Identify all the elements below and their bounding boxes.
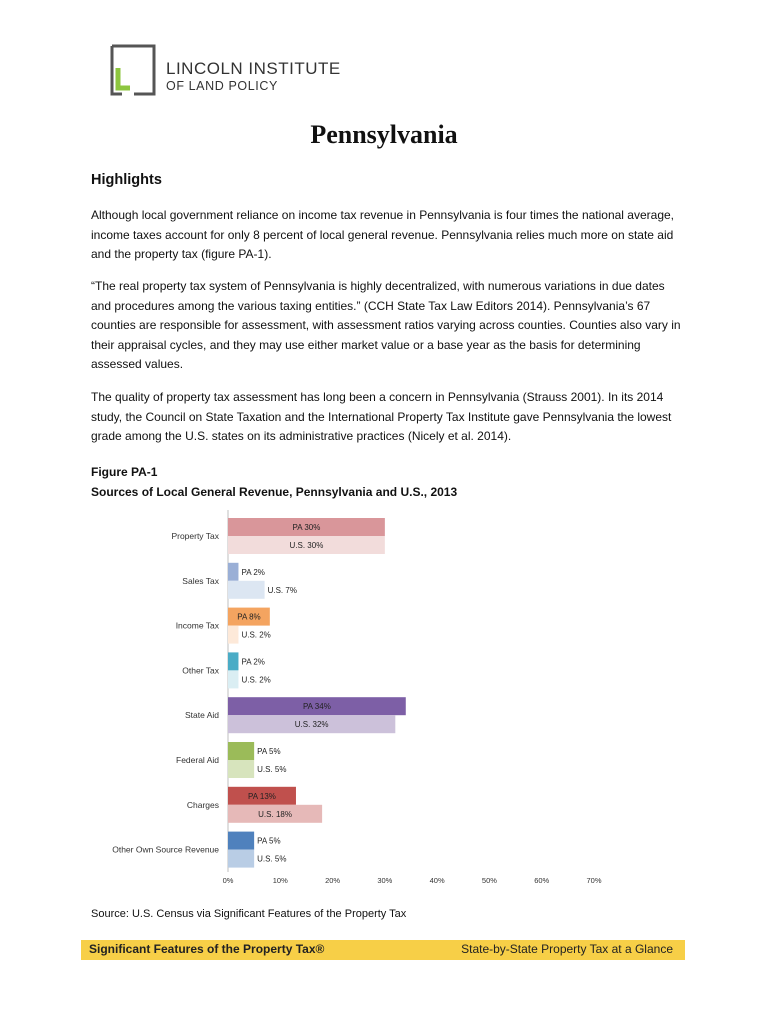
x-tick-label: 70%	[586, 876, 602, 885]
bar-data-label: PA 34%	[302, 702, 331, 712]
x-tick-label: 30%	[377, 876, 393, 885]
bar-data-label: PA 2%	[241, 567, 265, 577]
bar-pa	[228, 652, 238, 670]
revenue-bar-chart	[91, 505, 607, 891]
bar-us	[228, 626, 238, 644]
bar-data-label: U.S. 2%	[241, 630, 271, 640]
logo-text	[166, 60, 341, 94]
bar-data-label: PA 13%	[248, 791, 276, 801]
logo-line-1: LINCOLN INSTITUTE	[166, 59, 341, 78]
footer-right-text: State-by-State Property Tax at a Glance	[461, 942, 673, 956]
bar-us	[228, 850, 254, 868]
logo-mark-icon	[110, 44, 156, 96]
x-tick-label: 40%	[429, 876, 445, 885]
x-tick-label: 60%	[534, 876, 550, 885]
bar-data-label: U.S. 2%	[241, 675, 271, 685]
x-tick-label: 50%	[481, 876, 497, 885]
bar-data-label: U.S. 7%	[267, 585, 297, 595]
bar-data-label: U.S. 32%	[294, 720, 329, 730]
figure-title: Sources of Local General Revenue, Pennsylvania and U.S., 2013	[91, 485, 458, 499]
category-label: Income Tax	[175, 620, 219, 631]
paragraph-3: The quality of property tax assessment has long been a concern in Pennsylvania (Strauss 2001). In its 2014 study, the Council on State Taxation and the International Property Tax Institute gave Pennsylvania the lowest grade among the U.S. states on its administrative practices (Nicely et al. 2014).	[91, 390, 672, 443]
bar-data-label: PA 5%	[257, 836, 281, 846]
bar-pa	[228, 563, 238, 581]
x-tick-label: 0%	[222, 876, 234, 885]
footer-left-text: Significant Features of the Property Tax®	[89, 942, 325, 956]
x-tick-label: 20%	[325, 876, 341, 885]
source-note: Source: U.S. Census via Significant Features of the Property Tax	[91, 908, 407, 920]
page-title: Pennsylvania	[310, 120, 458, 149]
bar-data-label: U.S. 5%	[257, 854, 287, 864]
lincoln-institute-logo	[110, 44, 370, 100]
paragraph-2: “The real property tax system of Pennsylvania is highly decentralized, with numerous variations in due dates and procedures among the various taxing entities.” (CCH State Tax Law Editors 2014). Pennsylvania’s 67 counties are responsible for assessment, with assessment ratios varying across counties. Counties also vary in their appraisal cycles, and they may use either market value or a base year as the basis for determining assessed values.	[91, 279, 681, 371]
category-label: Charges	[186, 799, 219, 810]
bar-data-label: PA 2%	[241, 657, 265, 667]
bar-data-label: PA 8%	[237, 612, 261, 622]
bar-us	[228, 581, 265, 599]
category-label: Other Tax	[182, 665, 219, 676]
category-label: Other Own Source Revenue	[112, 844, 219, 855]
bar-data-label: U.S. 18%	[258, 809, 292, 819]
category-label: Sales Tax	[182, 575, 219, 586]
bar-data-label: U.S. 5%	[257, 765, 287, 774]
bar-pa	[228, 742, 254, 760]
bar-us	[228, 670, 238, 688]
category-label: Federal Aid	[176, 755, 219, 765]
bar-us	[228, 760, 254, 778]
x-tick-label: 10%	[272, 876, 288, 885]
bar-pa	[228, 832, 254, 850]
paragraph-1: Although local government reliance on income tax revenue in Pennsylvania is four times the national average, income taxes account for only 8 percent of local general revenue. Pennsylvania relies much more on state aid and the property tax (figure PA-1).	[91, 208, 675, 261]
category-label: Property Tax	[171, 531, 219, 541]
logo-line-2: OF LAND POLICY	[166, 79, 278, 93]
bar-data-label: PA 5%	[257, 747, 281, 756]
bar-data-label: U.S. 30%	[289, 541, 324, 550]
footer-bar	[81, 940, 685, 960]
bar-data-label: PA 30%	[292, 523, 321, 532]
category-label: State Aid	[184, 710, 219, 721]
figure-label: Figure PA-1	[91, 465, 158, 479]
highlights-heading: Highlights	[91, 172, 162, 188]
